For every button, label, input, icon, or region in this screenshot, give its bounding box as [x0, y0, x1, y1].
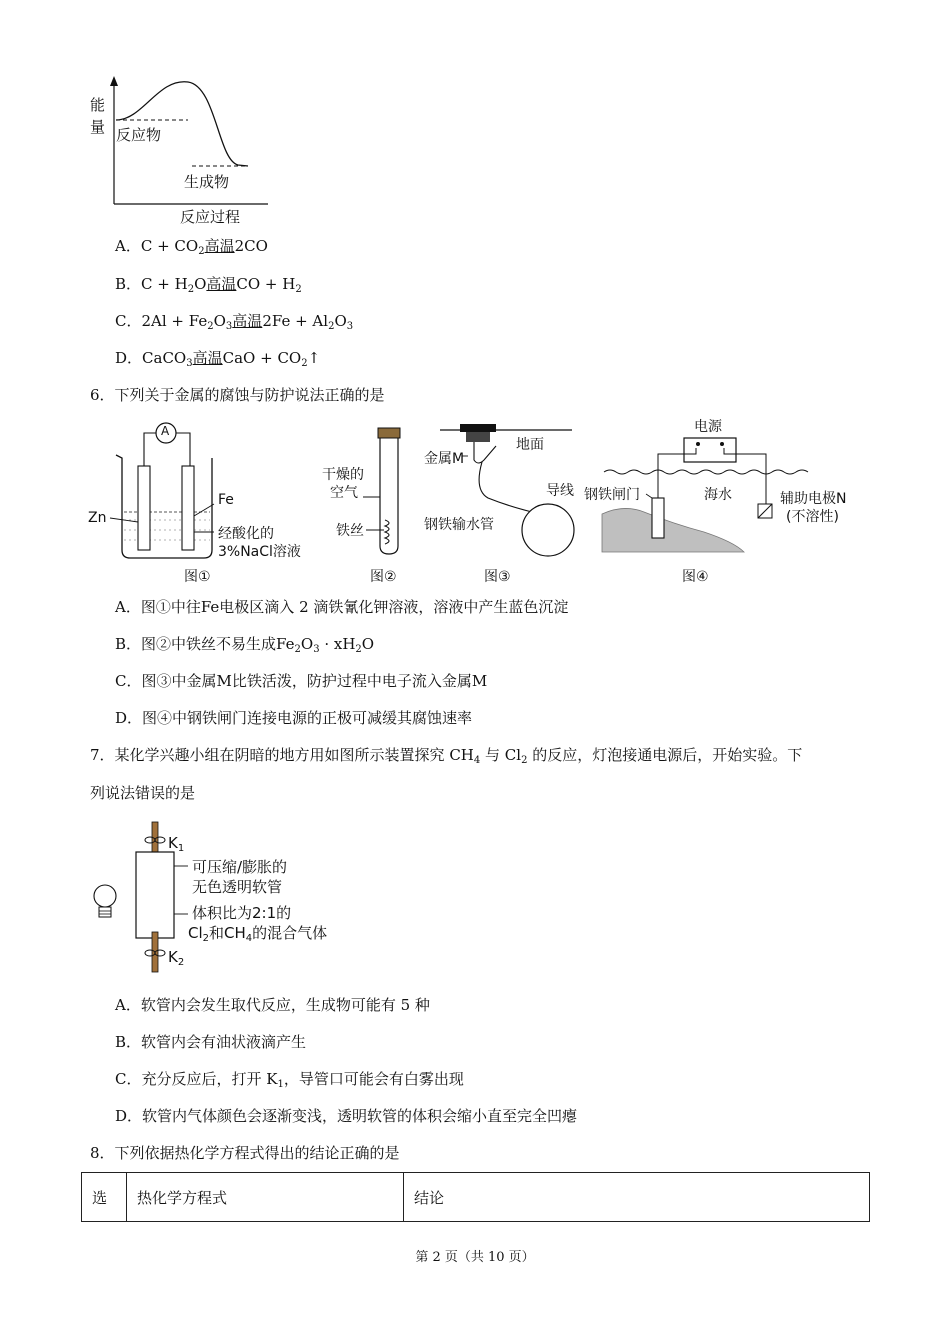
- fig4-sea-label: 海水: [704, 487, 732, 503]
- fig3-metal-label: 金属M: [424, 451, 465, 467]
- energy-x-label: 反应过程: [180, 208, 241, 226]
- fig1-solution-label-1: 经酸化的: [218, 526, 274, 542]
- fig3-wire-label: 导线: [546, 483, 574, 499]
- q6-figure-4: [584, 414, 884, 585]
- fig2-air-label-2: 空气: [330, 485, 358, 501]
- q7-option-a: A．软管内会发生取代反应，生成物可能有 5 种: [115, 996, 430, 1014]
- reactant-label: 反应物: [116, 126, 162, 144]
- fig2-caption: 图②: [370, 569, 397, 585]
- q7-stem-line-1: 7．某化学兴趣小组在阴暗的地方用如图所示装置探究 $CH_4$ 与 $Cl_2$ 的反应，灯泡接通电源后，开始实验。下: [90, 746, 803, 766]
- ammeter-symbol: A: [161, 424, 170, 438]
- fig3-caption: 图③: [484, 569, 511, 585]
- q5-option-d: D．CaCO$_3$高温CaO + $CO_2↑$: [115, 349, 321, 369]
- fe-electrode-label: Fe: [218, 492, 234, 508]
- fig1-solution-label-2: 3%NaCl溶液: [218, 544, 301, 560]
- q5-option-c: C．$2Al + Fe_2O_3$高温$2Fe + Al_2O_3$: [115, 312, 354, 332]
- energy-y-label-1: 能: [90, 96, 106, 114]
- q6-option-b: B．图②中铁丝不易生成$Fe_2O_3 \cdot xH_2O$: [115, 635, 375, 655]
- q6-stem: 6．下列关于金属的腐蚀与防护说法正确的是: [90, 386, 385, 404]
- zn-electrode-label: Zn: [88, 510, 107, 526]
- fig2-wire-label: 铁丝: [336, 523, 364, 539]
- q7-stem-line-2: 列说法错误的是: [90, 784, 196, 802]
- q5-option-a: A．$C + CO_2$高温2CO: [115, 237, 268, 257]
- fig1-caption: 图①: [184, 569, 211, 585]
- fig4-electrode-label-1: 辅助电极N: [780, 491, 847, 507]
- tube-label-2: 无色透明软管: [192, 878, 283, 896]
- q6-option-d: D．图④中钢铁闸门连接电源的正极可减缓其腐蚀速率: [115, 709, 473, 727]
- q7-option-d: D．软管内气体颜色会逐渐变浅，透明软管的体积会缩小直至完全凹瘪: [115, 1107, 578, 1125]
- light-bulb-icon: [94, 885, 116, 917]
- fig3-pipe-label: 钢铁输水管: [424, 517, 494, 533]
- product-label: 生成物: [184, 173, 230, 191]
- valve-k1-label: $K_1$: [168, 834, 185, 854]
- q7-option-c: C．充分反应后，打开 $K_1$，导管口可能会有白雾出现: [115, 1070, 464, 1090]
- energy-diagram: [88, 70, 288, 230]
- table-header-cell: 选: [82, 1173, 127, 1222]
- q6-figure-3: [420, 420, 580, 585]
- table-header-row: [82, 1173, 870, 1222]
- fig3-ground-label: 地面: [516, 437, 544, 453]
- q6-figure-2: [318, 424, 428, 584]
- q8-stem: 8．下列依据热化学方程式得出的结论正确的是: [90, 1144, 400, 1162]
- table-header-cell: 结论: [404, 1173, 870, 1222]
- fig4-electrode-label-2: (不溶性): [786, 509, 839, 525]
- q6-option-c: C．图③中金属M比铁活泼，防护过程中电子流入金属M: [115, 672, 488, 690]
- q6-figure-1: [86, 420, 326, 585]
- fig4-gate-label: 钢铁闸门: [584, 487, 640, 503]
- fig2-air-label-1: 干燥的: [322, 467, 364, 483]
- gas-label-2: $Cl_2$和$CH_4$的混合气体: [188, 924, 328, 944]
- q5-option-b: B．$C + H_2O$高温CO + $H_2$: [115, 275, 302, 295]
- gas-label-1: 体积比为2:1的: [192, 904, 292, 922]
- tube-label-1: 可压缩/膨胀的: [192, 858, 288, 876]
- valve-k2-label: $K_2$: [168, 948, 185, 968]
- page-footer: 第 2 页（共 10 页）: [415, 1250, 535, 1265]
- q6-option-a: A．图①中往Fe电极区滴入 2 滴铁氰化钾溶液，溶液中产生蓝色沉淀: [115, 598, 569, 616]
- energy-y-label-2: 量: [90, 118, 106, 136]
- table-header-cell: 热化学方程式: [127, 1173, 404, 1222]
- fig4-power-label: 电源: [694, 419, 722, 435]
- q7-option-b: B．软管内会有油状液滴产生: [115, 1033, 307, 1051]
- fig4-caption: 图④: [682, 569, 709, 585]
- q8-answer-table: [81, 1172, 870, 1222]
- q7-apparatus-figure: [88, 818, 368, 976]
